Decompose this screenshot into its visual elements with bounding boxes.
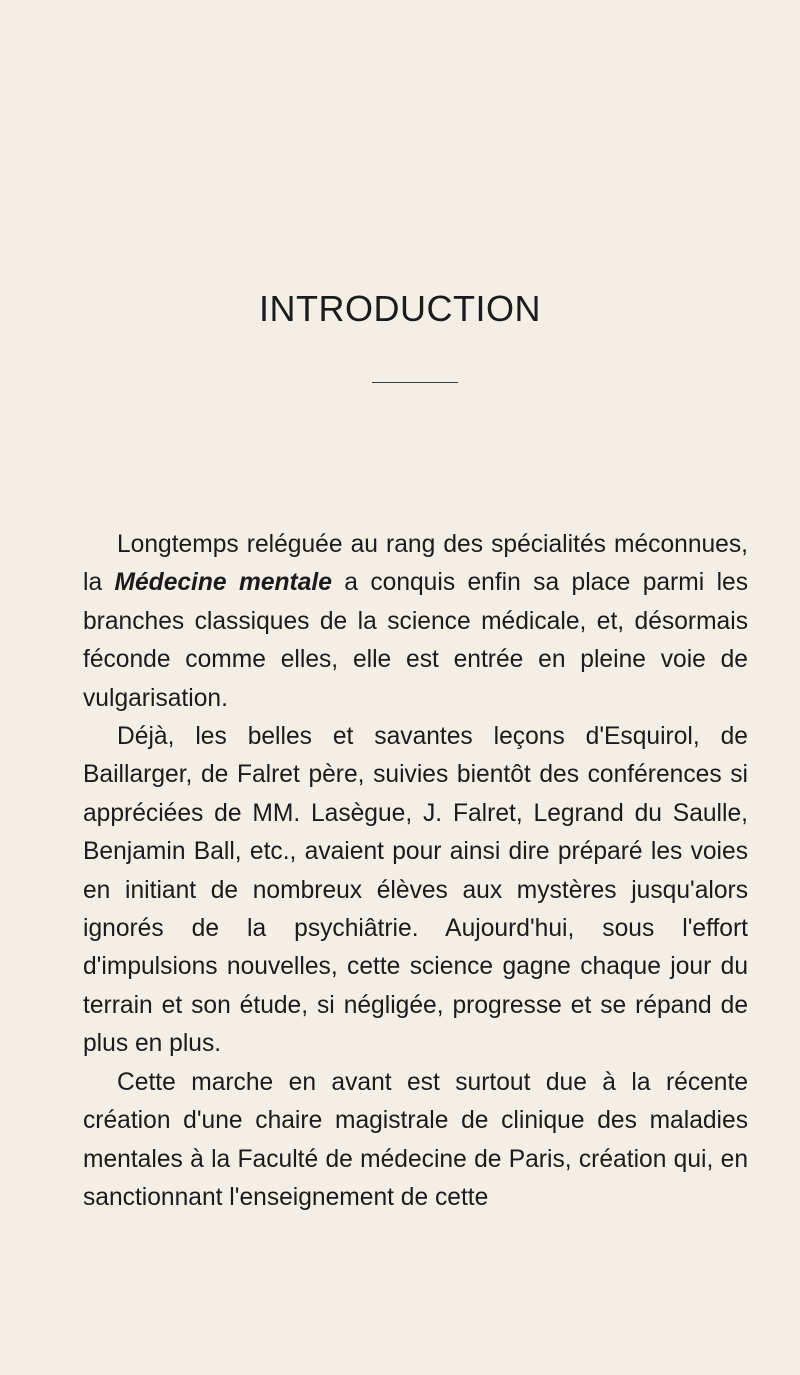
paragraph-3: Cette marche en avant est surtout due à la récente création d'une chaire magistrale de clinique des maladies mentales à la Faculté de médecine de Paris, création qui, en sanctionnant l'enseignement de cette <box>83 1068 748 1211</box>
chapter-title: INTRODUCTION <box>259 288 541 329</box>
paragraph-2: Déjà, les belles et savantes leçons d'Esquirol, de Baillarger, de Falret père, suivies bientôt des conférences si appréciées de MM. Lasègue, J. Falret, Legrand du Saulle, Benjamin Ball, etc., avaient pour ainsi dire préparé les voies en initiant de nombreux élèves aux mystères jusqu'alors ignorés de la psychiâtrie. Aujourd'hui, sous l'effort d'impulsions nouvelles, cette science gagne chaque jour du terrain et son étude, si négligée, progresse et se répand de plus en plus. <box>83 723 748 1058</box>
chapter-body <box>83 526 748 1217</box>
emphasized-term: Médecine mentale <box>114 569 332 597</box>
paragraph-1 <box>83 526 748 718</box>
title-divider <box>372 382 458 383</box>
paragraph-1-start: Longtemps reléguée au rang des spécialités méconnues, la <box>83 531 748 597</box>
paragraph-1-end: a conquis enfin sa place parmi les branches classiques de la science médicale, et, désormais féconde comme elles, elle est entrée en pleine voie de vulgarisation. <box>83 569 749 712</box>
